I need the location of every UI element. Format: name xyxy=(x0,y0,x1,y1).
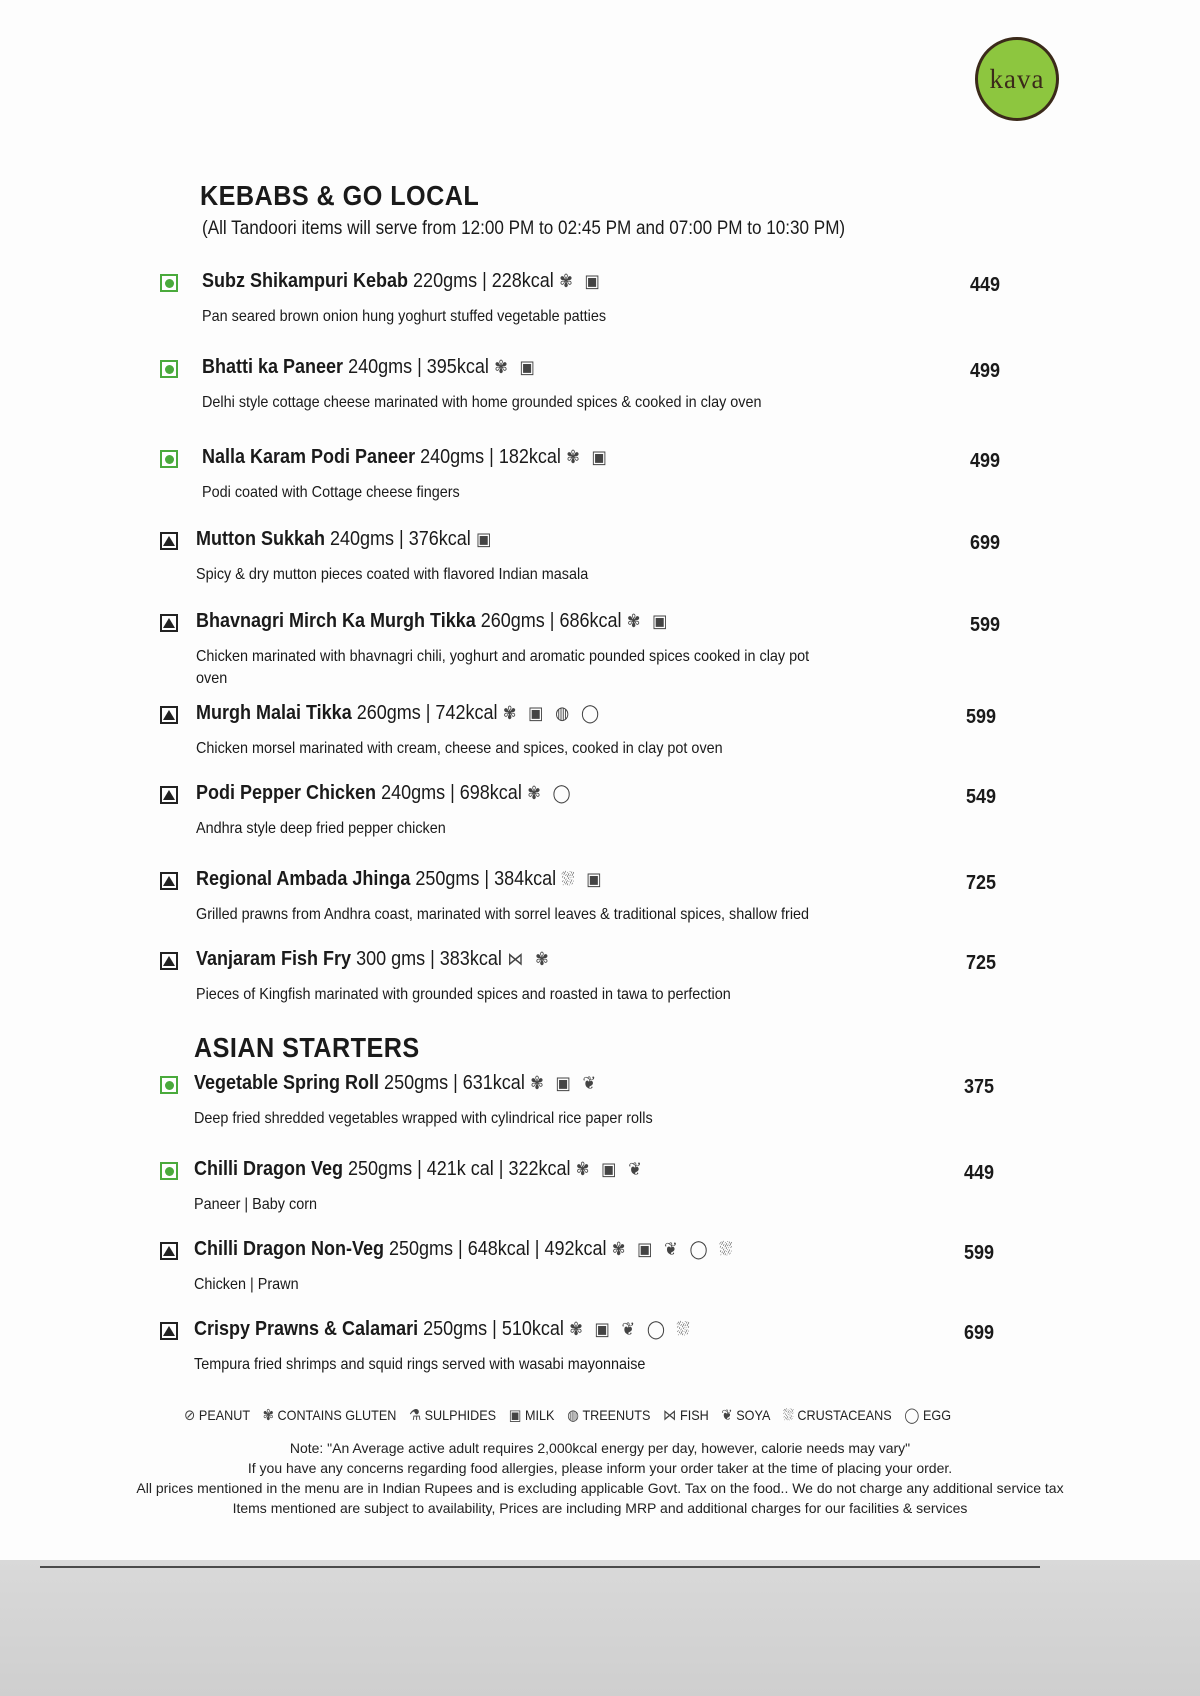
legend-entry xyxy=(184,1407,250,1423)
item-details: 250gms | 648kcal | 492kcal xyxy=(389,1238,607,1260)
contains-gluten-icon: ✾ xyxy=(262,1407,274,1424)
nonveg-marker-icon xyxy=(160,1322,178,1340)
section-note-kebabs: (All Tandoori items will serve from 12:00 PM to 02:45 PM and 07:00 PM to 10:30 PM) xyxy=(202,218,846,239)
legend-entry xyxy=(663,1407,709,1423)
legend-label: CONTAINS GLUTEN xyxy=(277,1407,397,1423)
item-name: Murgh Malai Tikka xyxy=(196,702,352,724)
legend-label: SULPHIDES xyxy=(424,1407,497,1423)
veg-marker-icon xyxy=(160,1162,178,1180)
allergen-icons: ✾ ◯ xyxy=(527,783,575,803)
item-details: 250gms | 510kcal xyxy=(423,1318,564,1340)
allergen-icons: ✾ ▣ ❦ xyxy=(575,1159,646,1179)
legend-entry xyxy=(904,1407,951,1423)
nonveg-marker-icon xyxy=(160,872,178,890)
item-description: Paneer | Baby corn xyxy=(194,1196,318,1213)
item-price: 449 xyxy=(964,1162,995,1184)
item-description: Chicken marinated with bhavnagri chili, yoghurt and aromatic pounded spices cooked in clay pot oven xyxy=(196,648,810,687)
veg-marker-icon xyxy=(160,450,178,468)
legend-entry xyxy=(721,1407,770,1423)
footer-line: Items mentioned are subject to availability, Prices are including MRP and additional charges for our facilities & services xyxy=(232,1500,968,1516)
item-title-line xyxy=(202,446,610,469)
item-price: 499 xyxy=(970,450,1001,472)
allergen-icons: ⛆ ▣ xyxy=(561,869,606,889)
kava-logo xyxy=(975,37,1059,121)
item-title-line xyxy=(202,270,603,293)
sulphides-icon: ⚗ xyxy=(408,1407,422,1424)
item-description: Grilled prawns from Andhra coast, marinated with sorrel leaves & traditional spices, shallow fried xyxy=(196,906,810,923)
allergen-icons: ✾ ▣ ❦ ◯ ⛆ xyxy=(569,1319,694,1339)
item-details: 240gms | 182kcal xyxy=(420,446,561,468)
allergen-legend xyxy=(184,1406,964,1424)
item-name: Vanjaram Fish Fry xyxy=(196,948,352,970)
item-details: 250gms | 384kcal xyxy=(415,868,557,890)
item-price: 725 xyxy=(966,952,997,974)
item-name: Regional Ambada Jhinga xyxy=(196,868,411,890)
item-name: Chilli Dragon Non-Veg xyxy=(194,1238,385,1260)
item-price: 375 xyxy=(964,1076,995,1098)
allergen-icons: ✾ ▣ xyxy=(494,357,539,377)
item-name: Vegetable Spring Roll xyxy=(194,1072,380,1094)
item-name: Nalla Karam Podi Paneer xyxy=(202,446,416,468)
treenuts-icon: ◍ xyxy=(567,1407,579,1424)
veg-marker-icon xyxy=(160,360,178,378)
allergen-icons: ✾ ▣ ❦ ◯ ⛆ xyxy=(611,1239,736,1259)
legend-label: CRUSTACEANS xyxy=(797,1407,892,1423)
item-description: Spicy & dry mutton pieces coated with flavored Indian masala xyxy=(196,566,589,583)
item-description: Podi coated with Cottage cheese fingers xyxy=(202,484,460,501)
item-price: 549 xyxy=(966,786,997,808)
footer-line: If you have any concerns regarding food allergies, please inform your order taker at the time of placing your order. xyxy=(247,1460,953,1476)
fish-icon: ⋈ xyxy=(662,1407,677,1424)
item-title-line xyxy=(194,1158,645,1181)
item-title-line xyxy=(196,610,671,633)
item-name: Podi Pepper Chicken xyxy=(196,782,377,804)
item-details: 260gms | 686kcal xyxy=(480,610,622,632)
footer-line: All prices mentioned in the menu are in Indian Rupees and is excluding applicable Govt. Tax on the food.. We do not charge any additional service tax xyxy=(136,1480,1064,1496)
soya-icon: ❦ xyxy=(721,1407,733,1424)
item-name: Crispy Prawns & Calamari xyxy=(194,1318,419,1340)
item-details: 250gms | 631kcal xyxy=(384,1072,525,1094)
item-name: Mutton Sukkah xyxy=(196,528,326,550)
allergen-icons: ✾ ▣ xyxy=(566,447,611,467)
legend-label: TREENUTS xyxy=(582,1407,651,1423)
item-title-line xyxy=(196,782,574,805)
item-name: Subz Shikampuri Kebab xyxy=(202,270,409,292)
item-price: 699 xyxy=(970,532,1001,554)
item-title-line xyxy=(196,528,495,551)
legend-entry xyxy=(567,1407,650,1423)
nonveg-marker-icon xyxy=(160,1242,178,1260)
item-description: Andhra style deep fried pepper chicken xyxy=(196,820,446,837)
allergen-icons: ✾ ▣ xyxy=(559,271,604,291)
item-price: 599 xyxy=(964,1242,995,1264)
item-details: 260gms | 742kcal xyxy=(356,702,498,724)
item-description: Tempura fried shrimps and squid rings served with wasabi mayonnaise xyxy=(194,1356,646,1373)
item-title-line xyxy=(196,868,605,891)
milk-icon: ▣ xyxy=(508,1407,522,1424)
legend-label: SOYA xyxy=(736,1407,771,1423)
item-title-line xyxy=(196,948,552,971)
item-title-line xyxy=(194,1072,600,1095)
item-title-line xyxy=(194,1238,736,1261)
item-details: 240gms | 376kcal xyxy=(330,528,471,550)
item-name: Bhavnagri Mirch Ka Murgh Tikka xyxy=(196,610,476,632)
item-description: Chicken | Prawn xyxy=(194,1276,299,1293)
footer-line: Note: "An Average active adult requires 2,000kcal energy per day, however, calorie needs may vary" xyxy=(289,1440,911,1456)
item-title-line xyxy=(202,356,538,379)
legend-entry xyxy=(509,1407,555,1423)
item-description: Deep fried shredded vegetables wrapped with cylindrical rice paper rolls xyxy=(194,1110,653,1127)
item-price: 699 xyxy=(964,1322,995,1344)
section-title-kebabs: KEBABS & GO LOCAL xyxy=(200,180,480,211)
item-price: 599 xyxy=(966,706,997,728)
item-details: 250gms | 421k cal | 322kcal xyxy=(348,1158,571,1180)
nonveg-marker-icon xyxy=(160,786,178,804)
nonveg-marker-icon xyxy=(160,532,178,550)
footer-notes xyxy=(0,1438,1200,1518)
legend-label: EGG xyxy=(922,1407,951,1423)
item-title-line xyxy=(194,1318,693,1341)
item-price: 599 xyxy=(970,614,1001,636)
allergen-icons: ⋈ ✾ xyxy=(507,949,553,969)
legend-label: PEANUT xyxy=(198,1407,251,1423)
veg-marker-icon xyxy=(160,274,178,292)
item-description: Pan seared brown onion hung yoghurt stuffed vegetable patties xyxy=(202,308,607,325)
item-name: Chilli Dragon Veg xyxy=(194,1158,344,1180)
item-details: 240gms | 698kcal xyxy=(381,782,522,804)
logo-text: kava xyxy=(989,63,1045,94)
nonveg-marker-icon xyxy=(160,952,178,970)
nonveg-marker-icon xyxy=(160,614,178,632)
item-price: 449 xyxy=(970,274,1001,296)
allergen-icons: ✾ ▣ ❦ xyxy=(530,1073,600,1093)
item-description: Chicken morsel marinated with cream, cheese and spices, cooked in clay pot oven xyxy=(196,740,723,757)
allergen-icons: ▣ xyxy=(476,529,496,549)
item-price: 499 xyxy=(970,360,1001,382)
item-description: Delhi style cottage cheese marinated with home grounded spices & cooked in clay oven xyxy=(202,394,762,411)
scan-shadow xyxy=(0,1560,1200,1696)
section-title-asian: ASIAN STARTERS xyxy=(194,1032,420,1063)
item-details: 220gms | 228kcal xyxy=(413,270,554,292)
item-name: Bhatti ka Paneer xyxy=(202,356,344,378)
legend-entry xyxy=(783,1407,892,1423)
item-description: Pieces of Kingfish marinated with grounded spices and roasted in tawa to perfection xyxy=(196,986,731,1003)
legend-entry xyxy=(409,1407,496,1423)
nonveg-marker-icon xyxy=(160,706,178,724)
bottom-rule xyxy=(40,1566,1040,1568)
legend-label: MILK xyxy=(525,1407,555,1423)
veg-marker-icon xyxy=(160,1076,178,1094)
item-title-line xyxy=(196,702,603,725)
legend-label: FISH xyxy=(680,1407,709,1423)
allergen-icons: ✾ ▣ xyxy=(626,611,672,631)
item-details: 300 gms | 383kcal xyxy=(356,948,502,970)
crustaceans-icon: ⛆ xyxy=(782,1407,794,1424)
egg-icon: ◯ xyxy=(904,1407,920,1424)
legend-entry xyxy=(263,1407,397,1423)
allergen-icons: ✾ ▣ ◍ ◯ xyxy=(502,703,603,723)
peanut-icon: ⊘ xyxy=(184,1407,196,1424)
item-price: 725 xyxy=(966,872,997,894)
item-details: 240gms | 395kcal xyxy=(348,356,489,378)
